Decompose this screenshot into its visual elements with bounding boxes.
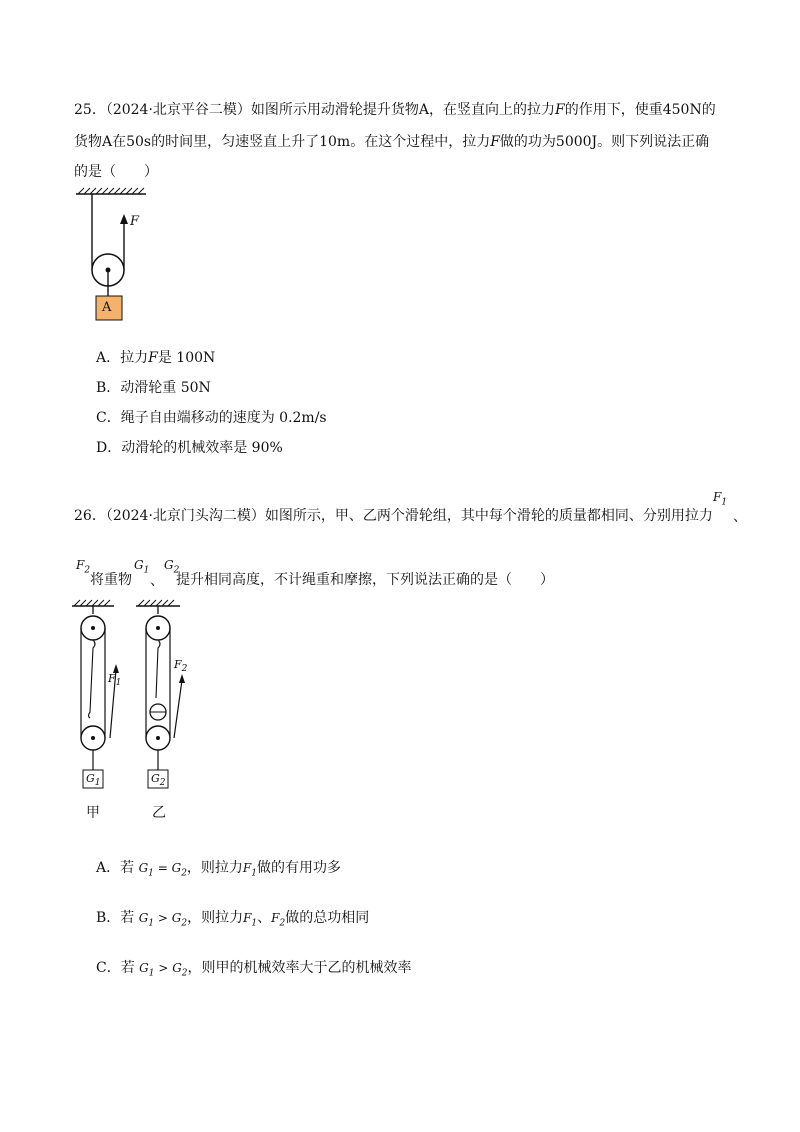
q25-option-a[interactable] (96, 348, 215, 368)
q26-option-a-G1: G (138, 861, 149, 875)
q26-sep2: 、 (150, 573, 164, 589)
q26-option-b-F2-sub: 2 (279, 918, 286, 929)
q26-pulley-figure (70, 600, 210, 800)
q26-text-2a: 将重物 (90, 572, 132, 588)
q26-fig-F1-sub: 1 (115, 678, 122, 689)
q26-option-b-F1-letter: F (243, 911, 252, 925)
q25-text-2b: 做的功为5000J。则下列说法正确 (499, 134, 710, 150)
q26-fig-G2-letter: G (151, 772, 160, 785)
q26-option-b-cond (138, 911, 188, 929)
q26-option-b-G1-sub: 1 (148, 918, 155, 929)
q26-F1-inline (713, 490, 727, 507)
q25-option-b-text: B．动滑轮重 50N (96, 380, 211, 396)
q26-option-c-G2: G (172, 961, 182, 975)
q26-option-a-prefix: A．若 (96, 860, 135, 876)
q26-line2b (176, 570, 554, 590)
q26-option-a-tail: 做的有用功多 (256, 860, 341, 876)
q26-option-a-G2-sub: 2 (181, 868, 187, 879)
q26-option-c-G2-sub: 2 (181, 968, 188, 979)
q26-F2-sub: 2 (84, 565, 91, 576)
q25-line2 (74, 132, 709, 152)
q26-G1-inline (134, 558, 149, 575)
q26-fig-F1-letter: F (108, 672, 116, 685)
q26-option-b-F1-sub: 1 (251, 918, 258, 929)
q26-fig-G2 (151, 772, 166, 788)
q26-option-b-mid: ，则拉力 (187, 910, 244, 926)
q25-fig-F-label: F (130, 214, 140, 229)
q26-line2 (90, 570, 132, 590)
q26-G2-letter: G (164, 558, 174, 572)
q25-F-2: F (490, 134, 500, 150)
q26-text-1: 26．（2024·北京门头沟二模）如图所示，甲、乙两个滑轮组，其中每个滑轮的质量都相同、分别用拉力 (74, 508, 713, 524)
q25-option-a-text: A．拉力 (96, 350, 149, 366)
q26-fig-F2-sub: 2 (181, 664, 188, 675)
q26-F2-letter: F (76, 558, 85, 572)
q25-text-3: 的是（ ） (74, 164, 158, 180)
q25-line1 (74, 100, 716, 120)
q26-G1-sub: 1 (143, 565, 150, 576)
q26-option-c-op: > (154, 961, 173, 975)
q26-option-c-G1-sub: 1 (148, 968, 155, 979)
q25-text-1b: 的作用下，使重450N的 (564, 102, 716, 118)
q26-option-b-sep: 、 (257, 910, 272, 926)
q25-text-1: 25．（2024·北京平谷二模）如图所示用动滑轮提升货物A，在竖直向上的拉力 (74, 102, 556, 118)
q26-option-c-cond (139, 961, 188, 979)
q26-option-c-prefix: C．若 (96, 960, 135, 976)
q26-option-a[interactable] (96, 858, 341, 883)
q25-F: F (555, 102, 565, 118)
q26-G2-sub: 2 (173, 565, 180, 576)
q26-option-a-op: = (153, 861, 172, 875)
q26-option-b-op: > (154, 911, 172, 925)
q26-fig-F2 (174, 658, 187, 674)
q26-fig-G1-letter: G (86, 772, 95, 785)
q26-option-a-G1-sub: 1 (148, 868, 154, 879)
q26-fig-G2-sub: 2 (159, 778, 166, 789)
q26-option-b[interactable] (96, 908, 369, 933)
q26-fig-F1 (108, 672, 121, 688)
q26-F2-inline (76, 558, 90, 575)
q25-option-d[interactable] (96, 438, 283, 458)
q26-option-c-tail: ，则甲的机械效率大于乙的机械效率 (187, 960, 412, 976)
q25-line3 (74, 162, 158, 182)
q26-option-a-cond (138, 861, 187, 879)
q26-option-c-G1: G (139, 961, 149, 975)
q26-option-c[interactable] (96, 958, 412, 983)
q26-option-a-mid: ，则拉力 (186, 860, 243, 876)
q25-option-a-F: F (148, 350, 158, 366)
q25-text-2a: 货物A在50s的时间里，匀速竖直上升了10m。在这个过程中，拉力 (74, 134, 491, 150)
q26-fig-G1-sub: 1 (94, 778, 101, 789)
q25-option-b[interactable] (96, 378, 211, 398)
q26-option-b-F2 (271, 911, 286, 929)
q26-fig-jia: 甲 (86, 805, 100, 821)
q26-option-b-G1: G (138, 911, 149, 925)
q26-option-b-F2-letter: F (271, 911, 280, 925)
q26-fig-G1 (86, 772, 101, 788)
q26-option-a-F (242, 861, 257, 879)
q25-fig-A-label: A (102, 300, 112, 315)
q26-fig-F2-letter: F (174, 658, 182, 671)
q26-option-b-F1 (243, 911, 258, 929)
q26-F1-letter: F (713, 490, 722, 504)
q26-fig-yi: 乙 (152, 805, 166, 821)
q26-option-b-G2-sub: 2 (181, 918, 188, 929)
q25-option-d-text: D．动滑轮的机械效率是 90% (96, 440, 283, 456)
q26-line1 (74, 506, 713, 526)
q26-G1-letter: G (134, 558, 144, 572)
q25-option-c[interactable] (96, 408, 327, 428)
q26-text-2b: 提升相同高度，不计绳重和摩擦，下列说法正确的是（ ） (176, 572, 554, 588)
q26-option-a-F-letter: F (242, 861, 252, 875)
q26-option-b-tail: 做的总功相同 (285, 910, 370, 926)
q25-pulley-figure (70, 188, 190, 328)
q26-option-a-G2: G (171, 861, 182, 875)
q25-option-c-text: C．绳子自由端移动的速度为 0.2m/s (96, 410, 327, 426)
q26-option-a-F-sub: 1 (251, 868, 257, 879)
q26-F1-sub: 1 (721, 497, 728, 508)
q26-option-b-prefix: B．若 (96, 910, 135, 926)
q25-option-a-text-b: 是 100N (157, 350, 216, 366)
q26-sep1: 、 (733, 509, 747, 525)
q26-option-b-G2: G (171, 911, 182, 925)
